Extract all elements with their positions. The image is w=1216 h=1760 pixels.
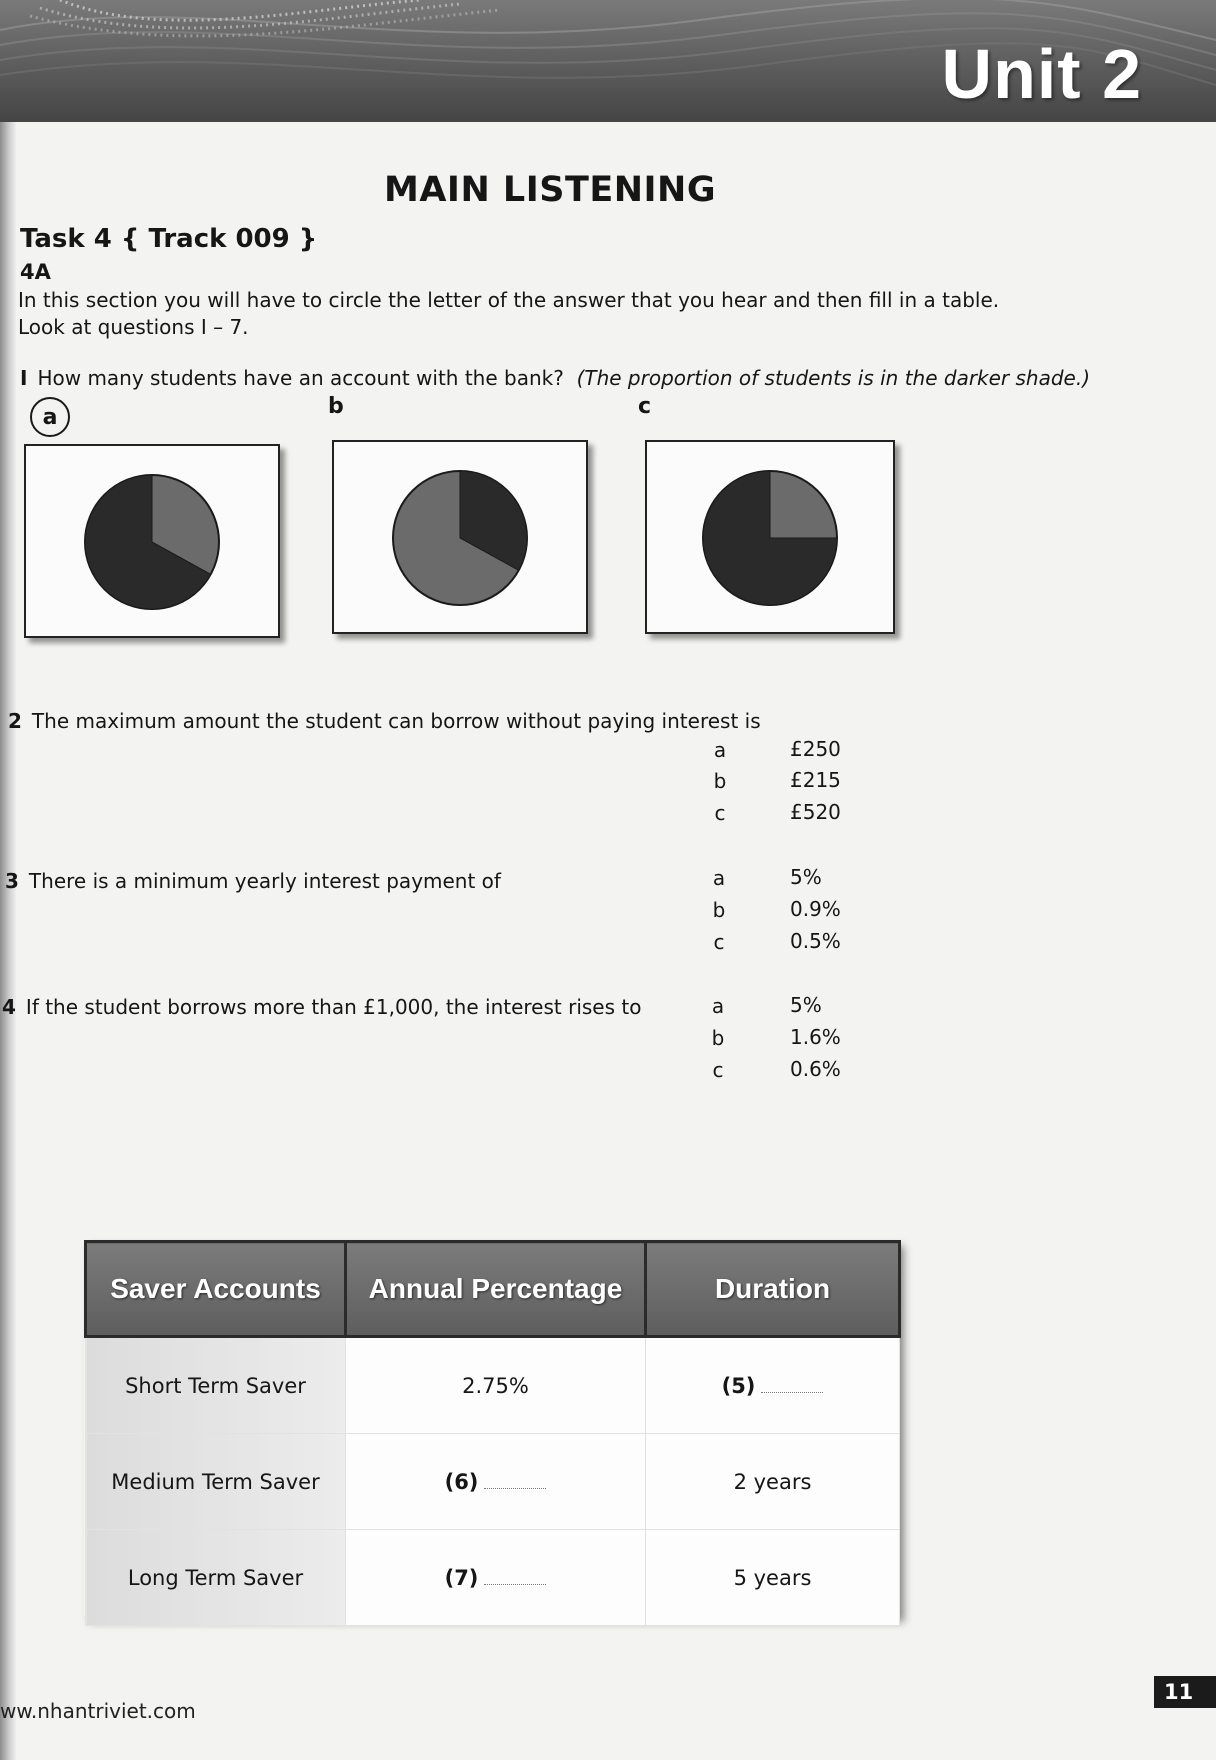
table-header-row [86, 1242, 900, 1337]
table-row [86, 1337, 900, 1434]
choice-letter[interactable]: c [712, 1058, 724, 1082]
question-note: (The proportion of students is in the darker shade.) [576, 366, 1091, 390]
annual-percentage-cell[interactable] [346, 1530, 646, 1626]
annual-percentage-cell[interactable] [346, 1434, 646, 1530]
header-annual-percentage: Annual Percentage [346, 1242, 646, 1337]
choice-value: 5% [790, 865, 822, 889]
page-number: 11 [1154, 1676, 1216, 1708]
duration-cell[interactable] [646, 1337, 900, 1434]
choice-letter[interactable]: b [711, 1026, 725, 1050]
pie-svg [647, 442, 893, 632]
choice-letter[interactable]: c [714, 801, 726, 825]
choice-letter[interactable]: a [711, 994, 725, 1018]
section-title: MAIN LISTENING [384, 170, 717, 210]
question-1 [20, 366, 1090, 390]
account-name: Short Term Saver [86, 1337, 346, 1434]
header-saver-accounts: Saver Accounts [86, 1242, 346, 1337]
duration-value: 5 years [646, 1530, 900, 1626]
task-heading: Task 4 { Track 009 } [20, 224, 318, 254]
question-2 [8, 709, 761, 733]
account-name: Medium Term Saver [86, 1434, 346, 1530]
unit-banner [0, 0, 1216, 122]
choice-letter[interactable]: a [712, 866, 726, 890]
choice-value: 0.5% [790, 929, 841, 953]
choice-value: £520 [790, 800, 841, 824]
pie-svg [26, 446, 278, 636]
question-number: 4 [2, 995, 16, 1019]
pie-chart-b[interactable] [332, 440, 588, 634]
choice-value: 0.9% [790, 897, 841, 921]
account-name: Long Term Saver [86, 1530, 346, 1626]
choice-value: 1.6% [790, 1025, 841, 1049]
task-instructions [18, 287, 999, 341]
question-number: 2 [8, 709, 22, 733]
choice-value: £250 [790, 737, 841, 761]
pie-chart-a[interactable] [24, 444, 280, 638]
duration-value: 2 years [646, 1434, 900, 1530]
blank-label: (5) [721, 1373, 756, 1398]
answer-blank[interactable] [761, 1392, 823, 1393]
saver-accounts-table [84, 1240, 901, 1626]
blank-label: (6) [444, 1469, 479, 1494]
answer-blank[interactable] [484, 1488, 546, 1489]
blank-label: (7) [444, 1565, 479, 1590]
table-row [86, 1530, 900, 1626]
choice-letter[interactable]: b [713, 769, 727, 793]
header-duration: Duration [646, 1242, 900, 1337]
option-a-circled[interactable] [30, 397, 70, 437]
task-subheading: 4A [20, 260, 51, 284]
annual-percentage-value: 2.75% [346, 1337, 646, 1434]
question-3 [5, 869, 501, 893]
table-row [86, 1434, 900, 1530]
footer-url: ww.nhantriviet.com [0, 1699, 196, 1723]
option-letter-b[interactable]: b [328, 394, 344, 419]
choice-value: 5% [790, 993, 822, 1017]
choice-letter[interactable]: a [713, 738, 727, 762]
choice-value: £215 [790, 768, 841, 792]
pie-chart-c[interactable] [645, 440, 895, 634]
choice-letter[interactable]: c [713, 930, 725, 954]
option-letter-c[interactable]: c [638, 394, 652, 419]
question-text: There is a minimum yearly interest payment of [28, 869, 501, 893]
question-text: The maximum amount the student can borrow without paying interest is [31, 709, 761, 733]
instruction-line: In this section you will have to circle the letter of the answer that you hear and then fill in a table. [18, 288, 1000, 312]
option-letter-a: a [42, 404, 58, 430]
choice-value: 0.6% [790, 1057, 841, 1081]
question-4 [2, 995, 641, 1019]
question-text: If the student borrows more than £1,000, the interest rises to [25, 995, 642, 1019]
unit-title: Unit 2 [941, 35, 1142, 113]
pie-svg [334, 442, 586, 632]
instruction-line: Look at questions I – 7. [18, 315, 249, 339]
question-text: How many students have an account with the bank? [37, 366, 564, 390]
saver-accounts-table-wrapper [84, 1240, 898, 1616]
choice-letter[interactable]: b [712, 898, 726, 922]
question-number: 3 [5, 869, 19, 893]
answer-blank[interactable] [484, 1584, 546, 1585]
question-number: I [20, 366, 28, 390]
